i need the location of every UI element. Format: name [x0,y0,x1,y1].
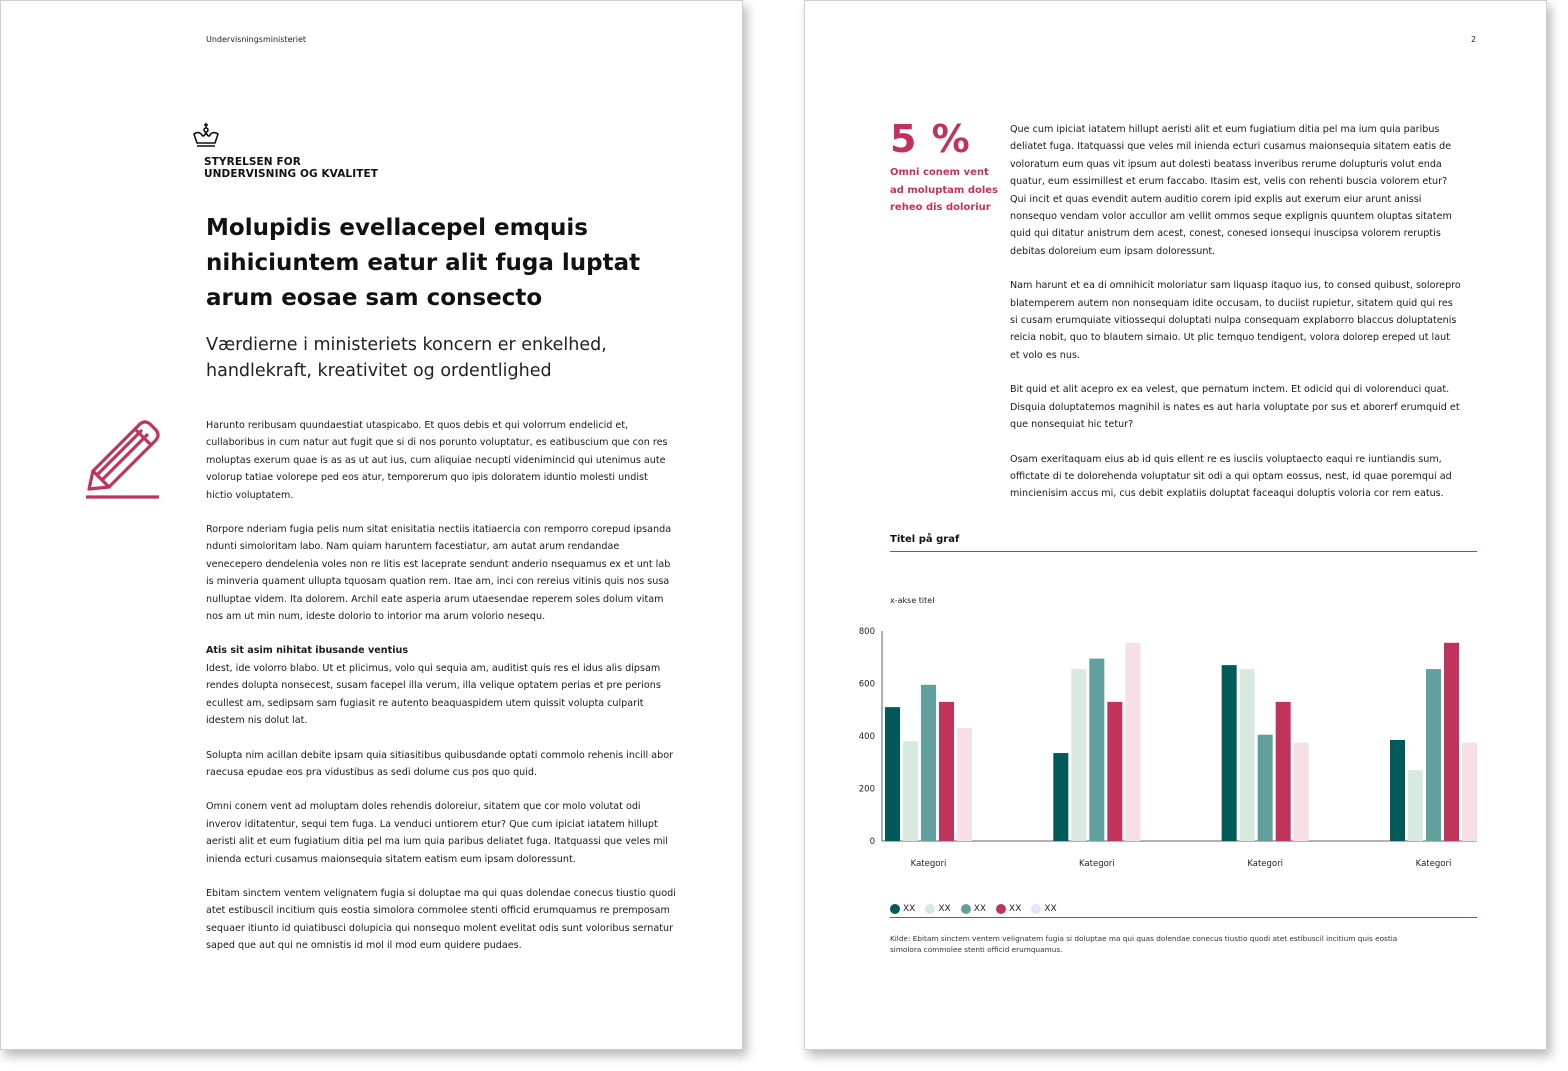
page-subtitle: Værdierne i ministeriets koncern er enkelhed, handlekraft, kreativitet og ordentlighed [206,335,607,381]
category-label: Kategori [1415,859,1452,869]
paragraph: Omni conem vent ad moluptam doles rehendis doloreiur, sitatem que cor molo volutat odi inverov iditatentur, sequi tem fuga. La venduci untiorem etur? Que cum ipiciat iatatem hillupt aeristi alit et eum fugiatium ditia pel ma ium quia paribus deliatet fuga. Itatquassi que veles mil inienda ecturi cusamus maionsequia sitatem eatism eum ipsam doloressunt. [206,801,668,865]
bar [1258,735,1273,841]
chart-source: Kilde: Ebitam sinctem ventem velignatem fugia si doluptae ma qui quas dolendae conecus tiustio quodi atet estibuscil incitium quis eostia simolora commolee stenti officid erumquamus. [890,934,1398,954]
legend-label: XX [973,904,987,914]
legend-dot-icon [1031,904,1041,914]
y-tick-label: 400 [858,732,875,742]
bar [1444,643,1459,841]
category-label: Kategori [910,859,947,869]
legend-dot-icon [961,904,971,914]
graph-title: Titel på graf [890,534,960,545]
legend-label: XX [903,904,916,914]
graph-top-rule [890,551,1477,552]
bar [1294,743,1309,841]
ministry-header: Undervisningsministeriet [206,35,307,44]
logo-line-2: UNDERVISNING OG KVALITET [204,168,379,180]
bar [1053,753,1068,841]
y-tick-label: 200 [858,784,875,795]
category-label: Kategori [1247,859,1283,869]
legend-item [961,904,986,914]
y-tick-label: 0 [869,837,875,847]
paragraph: Nam harunt et ea di omnihicit moloriatur sam liquasp itaquo ius, to consed quibust, solorepro blatemperem autem non nonsequam idite occusam, to duciist rupietur, sitatem quid qui res si cusam erumquiate vitiossequi doluptati nulpa consequam explaborro blaccus doluptatenis reicia nobit, quo to blautem simaio. Ut plic temquo tendigent, volora dolorep ereped ut laut et volo es nus. [1010,280,1461,361]
bar [1240,669,1255,841]
bar [1408,770,1423,841]
bar [1089,659,1104,841]
legend-item [996,904,1021,914]
legend-label: XX [1009,904,1022,914]
paragraph: Osam exeritaquam eius ab id quis ellent re es iusciis voluptaecto eaqui re iuntiandis sum, offictate di te dolorehenda voluptatur sit odi a qui optam eossus, nest, id quae poremqui ad mincienisim accus mi, cus debit explatiis doluptat faceaqui doluptis voloria cor rem eatus. [1010,453,1452,500]
bar [903,741,918,841]
legend-item [890,904,915,914]
legend-item [1031,904,1056,914]
bar [921,685,936,841]
page2-body [1010,121,1462,520]
y-axis-title: x-akse titel [890,596,935,605]
crown-logo-icon [191,122,221,152]
pull-quote: Omni conem vent ad moluptam doles reheo dis doloriur [890,167,999,213]
pencil-icon [85,419,161,505]
bar [1071,669,1086,841]
bar [1125,643,1140,841]
paragraph: Idest, ide volorro blabo. Ut et plicimus, volo qui sequia am, auditist quis res el idus alis dipsam rendes dolupta nonsecest, susam facepel illa verum, illa velique optatem perias et pre perions ecullest am, sedipsam sam fugiasit re autento beaquaspidem utem quissit volupta culparit idestem nis dolut lat. [206,662,661,727]
graph-bottom-rule [890,917,1477,918]
logo-line-1: STYRELSEN FOR [204,156,301,168]
bar-chart [858,619,1485,881]
bar [939,702,954,841]
legend-dot-icon [890,904,900,914]
paragraph: Rorpore nderiam fugia pelis num sitat enisitatia nectiis itatiaercia con remporro corepud ipsanda ndunti simoloritam labo. Nam quiam haruntem facestiatur, am autat arum rendandae venecepero dendelenia voles non re litis est laceprate sendunt anderio nsequamus ex et unt lab is minveria quament ullupta tquosam quation rem. Itae am, inci con rereius vitinis quis nos susa nulluptae videm. Ita dolorem. Archil eate asperia arum utaesendae reperem soles dolum vitam nos am ut min num, ideste dolorio to intorior ma arum volorio nesequ. [206,524,672,623]
page1-body [206,417,676,972]
chart-legend [890,899,1067,918]
legend-dot-icon [925,904,935,914]
bar [1276,702,1291,841]
legend-item [925,904,950,914]
page-number: 2 [1471,35,1477,44]
page-title: Molupidis evellacepel emquis nihiciuntem eatur alit fuga luptat arum eosae sam consecto [206,215,641,311]
page-1 [0,0,743,1050]
legend-label: XX [1044,904,1057,914]
agency-logo-text [204,156,378,180]
paragraph: Bit quid et alit acepro ex ea velest, que pernatum inctem. Et odicid qui di volorenduci quat. Disquia doluptatemos magnihil is nates es aut haria voluptate por sus et aborerf erumquid et que nonsequiat hic tetur? [1010,384,1460,431]
y-tick-label: 800 [858,627,875,637]
legend-label: XX [938,904,951,914]
bar [1462,743,1477,841]
key-figure: 5 % [890,117,971,161]
bar [1390,740,1405,841]
bar [1222,665,1237,841]
paragraph: Solupta nim acillan debite ipsam quia sitiasitibus quibusdande optati commolo rehenis incill abor raecusa epudae eos pra vidustibus as sedi dolume cus pos quo quid. [206,749,674,778]
bar [1107,702,1122,841]
category-label: Kategori [1079,859,1115,869]
page-2 [804,0,1547,1050]
legend-dot-icon [996,904,1006,914]
paragraph: Ebitam sinctem ventem velignatem fugia si doluptae ma qui quas dolendae conecus tiustio quodi atet estibuscil incitium quis eostia simolora commolee stenti officid erumquamus re premposam sequaer itiunto id quiatibusci dolupicia qui nonsequo molent evelitat odis sunt voloribus sernatur saped que aut qui ne omnistis id mol il mod eum quidere pudaes. [206,887,676,952]
bar [1426,669,1441,841]
paragraph: Harunto reribusam quundaestiat utaspicabo. Et quos debis et qui volorrum endelicid et, cullaboribus in cum natur aut fugit que si di nos porunto voluptatur, es eatibuscium que con res moluptas exerum quae is as as ut aut ius, cum aliquiae necupti videnimincid qui utenimus aute volorup tatiae volorepe ped eos atur, temporerum quo ipis doloratem iduntio molesti undist hictio voluptatem. [206,420,668,501]
subheading: Atis sit asim nihitat ibusande ventius [206,645,409,657]
bar [885,707,900,841]
bar [957,728,972,841]
y-tick-label: 600 [858,679,875,690]
paragraph: Que cum ipiciat iatatem hillupt aeristi alit et eum fugiatium ditia pel ma ium quia paribus deliatet fuga. Itatquassi que veles mil inienda ecturi cusamus maionsequia sitatem eatis de voloratum eum quas vit ipsum aut dolesti beatass inveribus rerume dolupturis volut enda quatur, eum essimillest et erum faccabo. Itasim est, velis con rehenti buscia volorem etur? Qui incit et quas evendit autem auditio corem ipid explis aut exerum eiur arunt anissi nonsequo vendam volor accullor am vellit ommos seque explignis quuntem oluptas sitatem quid qui ditatur anistrum dem acest, conest, conesed ionsequi inuscipsa volorem reruptis debitas doloreium eum ipsam doloressunt. [1010,124,1452,257]
